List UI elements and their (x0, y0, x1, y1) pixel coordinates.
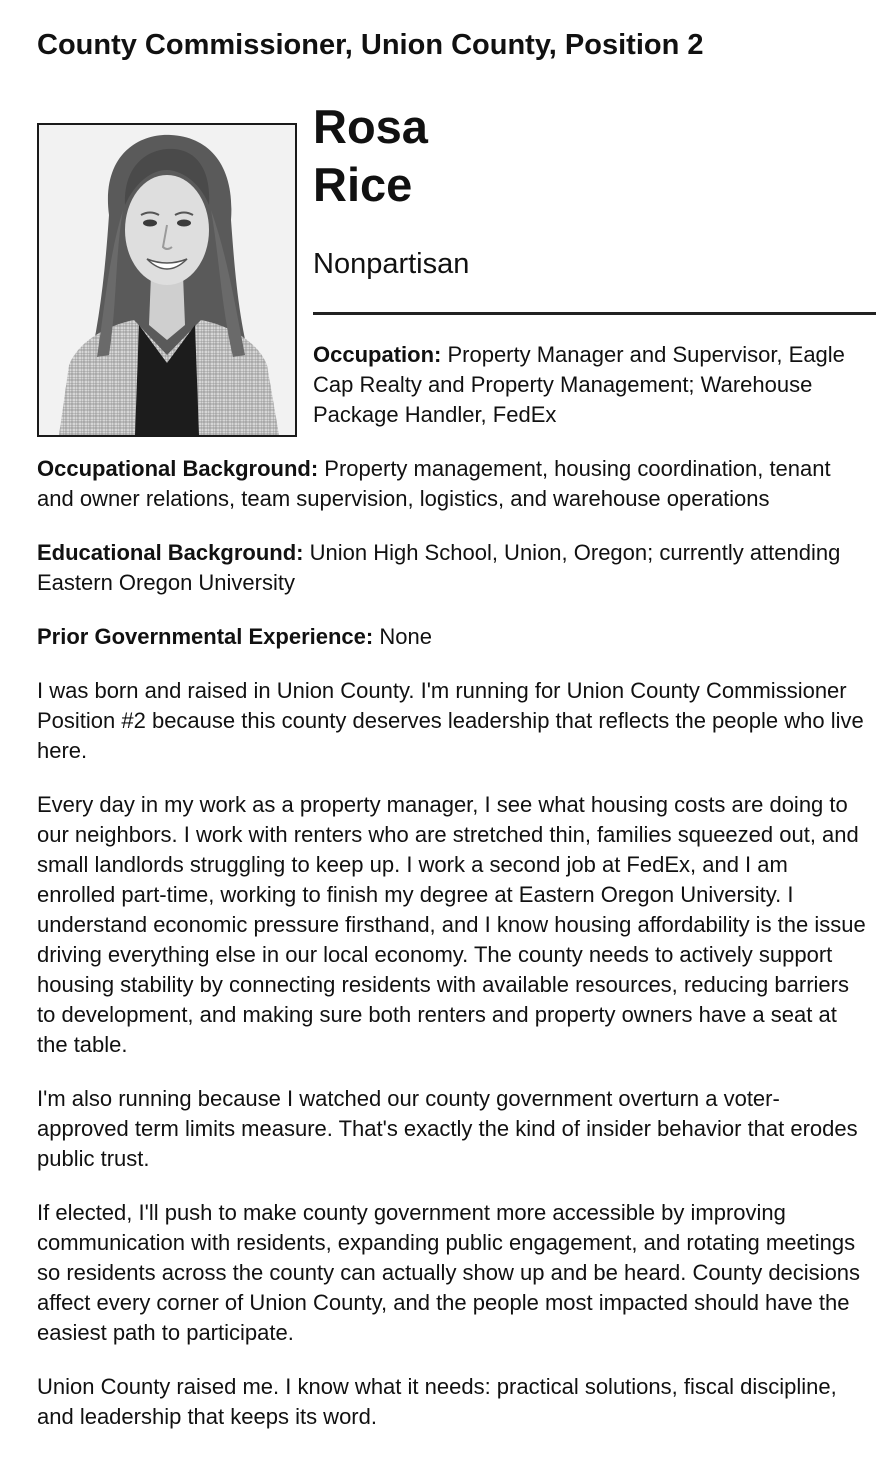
prior-experience-section (37, 622, 867, 652)
office-title: County Commissioner, Union County, Position 2 (37, 29, 704, 61)
occupational-background-section (37, 454, 867, 514)
candidate-party: Nonpartisan (313, 248, 470, 280)
candidate-first-name: Rosa (313, 100, 428, 153)
occupational-background-label: Occupational Background: (37, 456, 319, 481)
prior-experience-label: Prior Governmental Experience: (37, 624, 374, 649)
header-divider (313, 312, 876, 315)
candidate-photo (37, 123, 297, 437)
statement-paragraph: Every day in my work as a property manager, I see what housing costs are doing to our neighbors. I work with renters who are stretched thin, families squeezed out, and small landlords struggling to keep up. I work a second job at FedEx, and I am enrolled part-time, working to finish my degree at Eastern Oregon University. I understand economic pressure firsthand, and I know housing affordability is the issue driving everything else in our local economy. The county needs to actively support housing stability by connecting residents with available resources, reducing barriers to development, and making sure both renters and property owners have a seat at the table. (37, 792, 866, 1057)
candidate-last-name: Rice (313, 158, 413, 211)
occupational-background-value: Property management, housing coordination, tenant and owner relations, team supervision, logistics, and warehouse operations (37, 456, 831, 511)
statement-paragraph: I was born and raised in Union County. I'm running for Union County Commissioner Position #2 because this county deserves leadership that reflects the people who live here. (37, 678, 864, 763)
statement-paragraph: If elected, I'll push to make county government more accessible by improving communication with residents, expanding public engagement, and rotating meetings so residents across the county can actually show up and be heard. County decisions affect every corner of Union County, and the people most impacted should have the easiest path to participate. (37, 1200, 861, 1345)
educational-background-section (37, 538, 867, 598)
candidate-name (313, 98, 428, 214)
statement-paragraph: I'm also running because I watched our county government overturn a voter-approved term limits measure. That's exactly the kind of insider behavior that erodes public trust. (37, 1086, 858, 1171)
prior-experience-value: None (379, 624, 432, 649)
occupation-section (313, 340, 873, 430)
educational-background-label: Educational Background: (37, 540, 304, 565)
candidate-details (37, 454, 867, 1456)
candidate-portrait-icon (39, 125, 295, 435)
occupation-value: Property Manager and Supervisor, Eagle Cap Realty and Property Management; Warehouse Package Handler, FedEx (313, 342, 845, 427)
occupation-label: Occupation: (313, 342, 442, 367)
statement-paragraph: Union County raised me. I know what it needs: practical solutions, fiscal discipline, and leadership that keeps its word. (37, 1374, 837, 1429)
educational-background-value: Union High School, Union, Oregon; currently attending Eastern Oregon University (37, 540, 841, 595)
